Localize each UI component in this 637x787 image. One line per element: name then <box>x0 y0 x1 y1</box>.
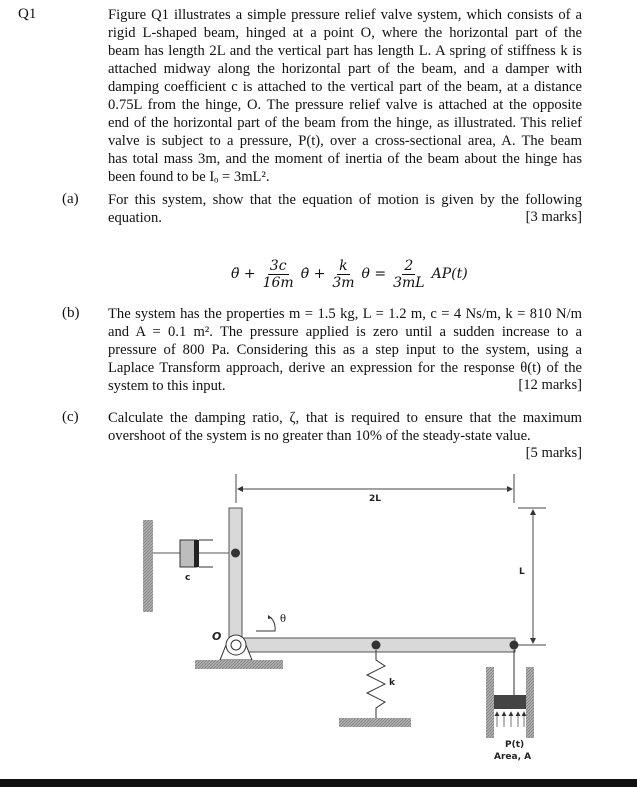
intro-line: has total mass 3m, and the moment of inertia of the beam about the hinge has <box>108 151 582 167</box>
part-b-line: Laplace Transform approach, derive an expression for the response θ(t) of the <box>108 360 582 376</box>
part-b-line: pressure of 800 Pa. Considering this as a step input to the system, using a <box>108 342 582 358</box>
label-k: k <box>389 678 395 688</box>
eq-term: θ̈ + <box>231 266 256 282</box>
part-c-marks: [5 marks] <box>525 445 582 461</box>
label-theta: θ <box>280 614 287 625</box>
label-l: L <box>519 567 525 577</box>
part-a-line: equation. <box>108 210 162 226</box>
eq-denominator: 16m <box>262 274 294 291</box>
intro-line: damping coefficient c is attached to the vertical part of the beam, at a distance <box>108 79 582 95</box>
label-c: c <box>185 573 191 583</box>
damper <box>153 540 230 567</box>
part-a-label: (a) <box>62 191 79 207</box>
part-b-line: system to this input. <box>108 378 226 394</box>
eq-term: θ̇ + <box>300 266 326 282</box>
part-c-line: Calculate the damping ratio, ζ, that is required to ensure that the maximum <box>108 410 582 426</box>
eq-term: θ = <box>361 266 387 282</box>
eq-numerator: 3c <box>269 257 287 274</box>
label-2l: 2L <box>369 494 381 504</box>
intro-line: been found to be Iₒ = 3mL². <box>108 169 270 185</box>
eq-term: AP(t) <box>431 266 468 282</box>
label-o: O <box>212 630 222 643</box>
question-number: Q1 <box>18 6 37 22</box>
intro-line: rigid L-shaped beam, hinged at a point O, where the horizontal part of the <box>108 25 582 41</box>
eq-denominator: 3m <box>332 274 355 291</box>
relief-valve <box>486 641 546 739</box>
left-wall <box>143 520 153 612</box>
part-a-marks: [3 marks] <box>525 209 582 225</box>
part-b-marks: [12 marks] <box>518 377 582 393</box>
bottom-bar <box>0 779 637 787</box>
part-c-label: (c) <box>62 409 79 425</box>
intro-line: beam has length 2L and the vertical part has length L. A spring of stiffness k is <box>108 43 582 59</box>
eq-numerator: 2 <box>404 257 414 274</box>
spring-ground <box>339 718 411 727</box>
part-b-line: The system has the properties m = 1.5 kg, L = 1.2 m, c = 4 Ns/m, k = 810 N/m <box>108 306 582 322</box>
part-b-label: (b) <box>62 305 80 321</box>
theta-arrow-icon <box>256 615 275 631</box>
label-pressure: P(t) <box>505 740 525 750</box>
hinge-ground <box>195 660 283 669</box>
label-area: Area, A <box>494 752 532 762</box>
part-c-line: overshoot of the system is no greater than 10% of the steady-state value. <box>108 428 531 444</box>
intro-line: 0.75L from the hinge, O. The pressure relief valve is attached at the opposite <box>108 97 582 113</box>
part-a-line: For this system, show that the equation of motion is given by the following <box>108 192 582 208</box>
eq-denominator: 3mL <box>393 274 425 291</box>
part-b-line: and A = 0.1 m². The pressure applied is zero until a sudden increase to a <box>108 324 582 340</box>
intro-line: attached midway along the horizontal part of the beam, and a damper with <box>108 61 582 77</box>
intro-line: Figure Q1 illustrates a simple pressure relief valve system, which consists of a <box>108 7 582 23</box>
damper-attachment-dot <box>231 549 240 558</box>
intro-line: end of the horizontal part of the beam from the hinge, as illustrated. This relief <box>108 115 582 131</box>
vertical-beam <box>229 508 242 640</box>
eq-numerator: k <box>339 257 348 274</box>
intro-line: valve is subject to a pressure, P(t), over a cross-sectional area, A. The beam <box>108 133 582 149</box>
